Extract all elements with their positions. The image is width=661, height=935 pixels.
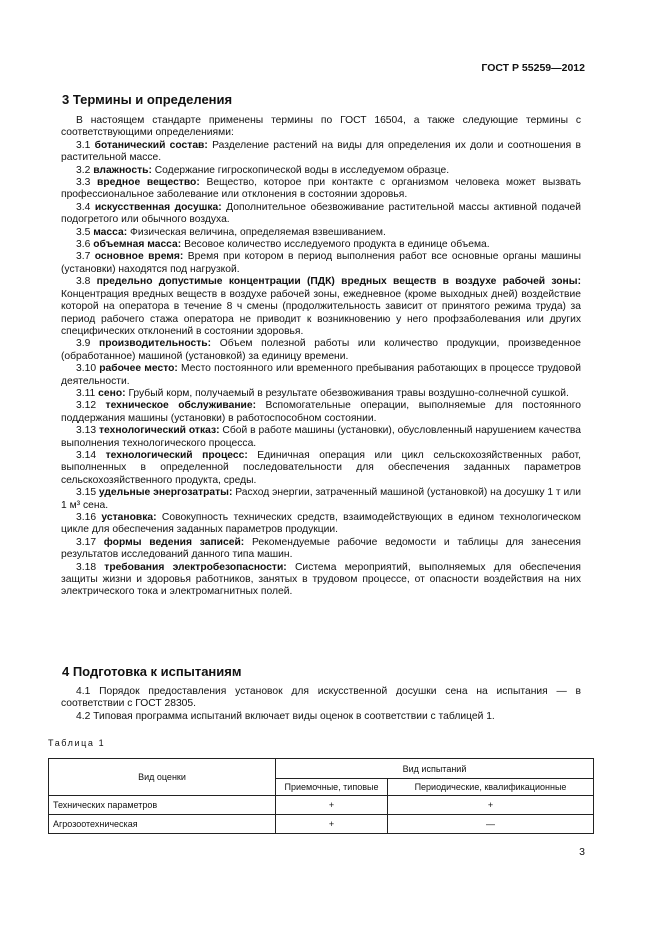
term-name: искусственная досушка: xyxy=(94,201,222,213)
term-number: 3.1 xyxy=(76,139,91,151)
term-number: 3.10 xyxy=(76,363,97,375)
row-acceptance: + xyxy=(276,815,388,834)
term-number: 3.3 xyxy=(76,177,91,189)
row-name: Агрозоотехническая xyxy=(49,815,276,834)
term-number: 3.8 xyxy=(76,276,91,288)
term-definition xyxy=(61,276,581,338)
term-number: 3.14 xyxy=(76,449,97,461)
row-periodic: — xyxy=(388,815,594,834)
term-definition xyxy=(61,512,581,537)
term-number: 3.4 xyxy=(76,201,91,213)
document-code: ГОСТ Р 55259—2012 xyxy=(481,62,585,74)
term-number: 3.13 xyxy=(76,425,97,437)
row-name: Технических параметров xyxy=(49,796,276,815)
term-definition xyxy=(61,140,581,165)
term-def: Сбой в работе машины (установки), обусловленный нарушением качества выполнения технологического процесса. xyxy=(61,425,581,449)
term-definition xyxy=(61,537,581,562)
term-number: 3.18 xyxy=(76,561,97,573)
term-definition xyxy=(61,165,581,177)
term-definition xyxy=(61,202,581,227)
term-name: производительность: xyxy=(99,338,212,350)
term-def: Вспомогательные операции, выполняемые для постоянного поддержания машины (установки) в работоспособном состоянии. xyxy=(61,400,581,424)
term-name: удельные энергозатраты: xyxy=(98,487,233,499)
section-4-body xyxy=(61,686,581,723)
term-name: технологический процесс: xyxy=(105,449,248,461)
term-def: Система мероприятий, выполняемых для обеспечения защиты жизни и здоровья работников, занятых в трудовом процессе, от опасности воздействия на них электрического тока и электромагнитных полей. xyxy=(61,561,581,598)
term-definition xyxy=(61,425,581,450)
term-name: установка: xyxy=(101,512,157,523)
term-definition xyxy=(61,177,581,202)
table-caption: Таблица 1 xyxy=(48,738,106,748)
term-name: техническое обслуживание: xyxy=(105,400,257,412)
term-name: объемная масса: xyxy=(93,239,182,251)
term-number: 3.6 xyxy=(76,239,91,251)
term-def: Место постоянного или временного пребывания работающих в процессе трудовой деятельности. xyxy=(61,363,581,387)
term-name: требования электробезопасности: xyxy=(104,561,287,573)
term-def: Содержание гигроскопической воды в исследуемом образце. xyxy=(154,164,450,176)
term-name: ботанический состав: xyxy=(94,139,208,151)
section-4-title: 4 Подготовка к испытаниям xyxy=(62,664,242,679)
term-definition xyxy=(61,251,581,276)
evaluation-table xyxy=(48,758,594,834)
paragraph: 4.2 Типовая программа испытаний включает виды оценок в соответствии с таблицей 1. xyxy=(76,710,495,722)
term-number: 3.17 xyxy=(76,536,97,548)
term-number: 3.16 xyxy=(76,512,97,523)
term-number: 3.2 xyxy=(76,164,91,176)
header-eval-type: Вид оценки xyxy=(49,759,276,796)
paragraph: В настоящем стандарте применены термины по ГОСТ 16504, а также следующие термины с соответствующими определениями: xyxy=(61,115,581,139)
header-acceptance: Приемочные, типовые xyxy=(276,779,388,796)
term-definition xyxy=(61,450,581,487)
term-definition xyxy=(61,388,581,400)
page-number: 3 xyxy=(579,846,585,858)
term-def: Время при котором в период выполнения работ все основные органы машины (установки) находятся под нагрузкой. xyxy=(61,251,581,275)
term-name: вредное вещество: xyxy=(97,177,200,189)
term-number: 3.15 xyxy=(76,487,97,499)
term-definition xyxy=(61,227,581,239)
table-row xyxy=(49,796,594,815)
term-def: Концентрация вредных веществ в воздухе рабочей зоны, ежедневное (кроме выходных дней) воздействие которой на оператора в течение 8 ч смены (продолжительность зависит от принятого режима труда) за период рабочего стажа оператора не приводит к возникновению у него профзаболевания или других специфических отклонений в состоянии здоровья. xyxy=(61,288,581,337)
term-def: Расход энергии, затраченный машиной (установкой) на досушку 1 т или 1 м³ сена. xyxy=(61,487,582,511)
section-3-body xyxy=(61,115,581,599)
term-name: технологический отказ: xyxy=(98,425,220,437)
row-periodic: + xyxy=(388,796,594,815)
term-definition xyxy=(61,562,581,599)
term-def: Совокупность технических средств, взаимодействующих в едином технологическом цикле для обеспечения заданных параметров продукции. xyxy=(61,512,581,536)
term-definition xyxy=(61,400,581,425)
term-definition xyxy=(61,338,581,363)
row-acceptance: + xyxy=(276,796,388,815)
term-definition xyxy=(61,363,581,388)
term-def: Рекомендуемые рабочие ведомости и таблицы для занесения результатов исследований данного типа машин. xyxy=(61,536,581,561)
term-def: Весовое количество исследуемого продукта в единице объема. xyxy=(184,239,490,251)
header-test-type: Вид испытаний xyxy=(276,759,594,779)
section-3-title: 3 Термины и определения xyxy=(62,92,233,107)
term-def: Грубый корм, получаемый в результате обезвоживания травы воздушно-солнечной сушкой. xyxy=(128,387,569,399)
term-number: 3.9 xyxy=(76,338,91,350)
term-def: Вещество, которое при контакте с организмом человека может вызвать профессиональное заболевание или отклонения в состоянии здоровья. xyxy=(61,177,581,201)
term-name: влажность: xyxy=(93,164,152,176)
term-name: масса: xyxy=(93,226,128,238)
term-number: 3.12 xyxy=(76,400,97,412)
term-number: 3.11 xyxy=(76,387,96,399)
term-name: сено: xyxy=(98,387,126,399)
term-definition xyxy=(61,487,581,512)
term-def: Разделение растений на виды для определения их доли и соотношения в растительной массе. xyxy=(61,139,581,164)
term-number: 3.7 xyxy=(76,251,91,263)
term-name: рабочее место: xyxy=(99,363,178,375)
term-def: Объем полезной работы или количество продукции, произведенное (обработанное) машиной (установкой) за единицу времени. xyxy=(61,338,581,362)
paragraph: 4.1 Порядок предоставления установок для искусственной досушки сена на испытания — в соответствии с ГОСТ 28305. xyxy=(61,686,581,710)
term-number: 3.5 xyxy=(76,226,91,238)
term-def: Дополнительное обезвоживание растительной массы активной подачей подогретого или обычного воздуха. xyxy=(61,201,581,226)
term-name: основное время: xyxy=(94,251,184,263)
table-row xyxy=(49,815,594,834)
term-def: Физическая величина, определяемая взвешиванием. xyxy=(130,226,386,238)
term-name: предельно допустимые концентрации (ПДК) вредных веществ в воздухе рабочей зоны: xyxy=(96,276,581,288)
header-periodic: Периодические, квалификационные xyxy=(388,779,594,796)
term-definition xyxy=(61,239,581,251)
term-name: формы ведения записей: xyxy=(103,536,245,548)
term-def: Единичная операция или цикл сельскохозяйственных работ, выполненных в определенной последовательности для обеспечения заданных параметров сельскохозяйственного продукта, среды. xyxy=(61,449,581,486)
